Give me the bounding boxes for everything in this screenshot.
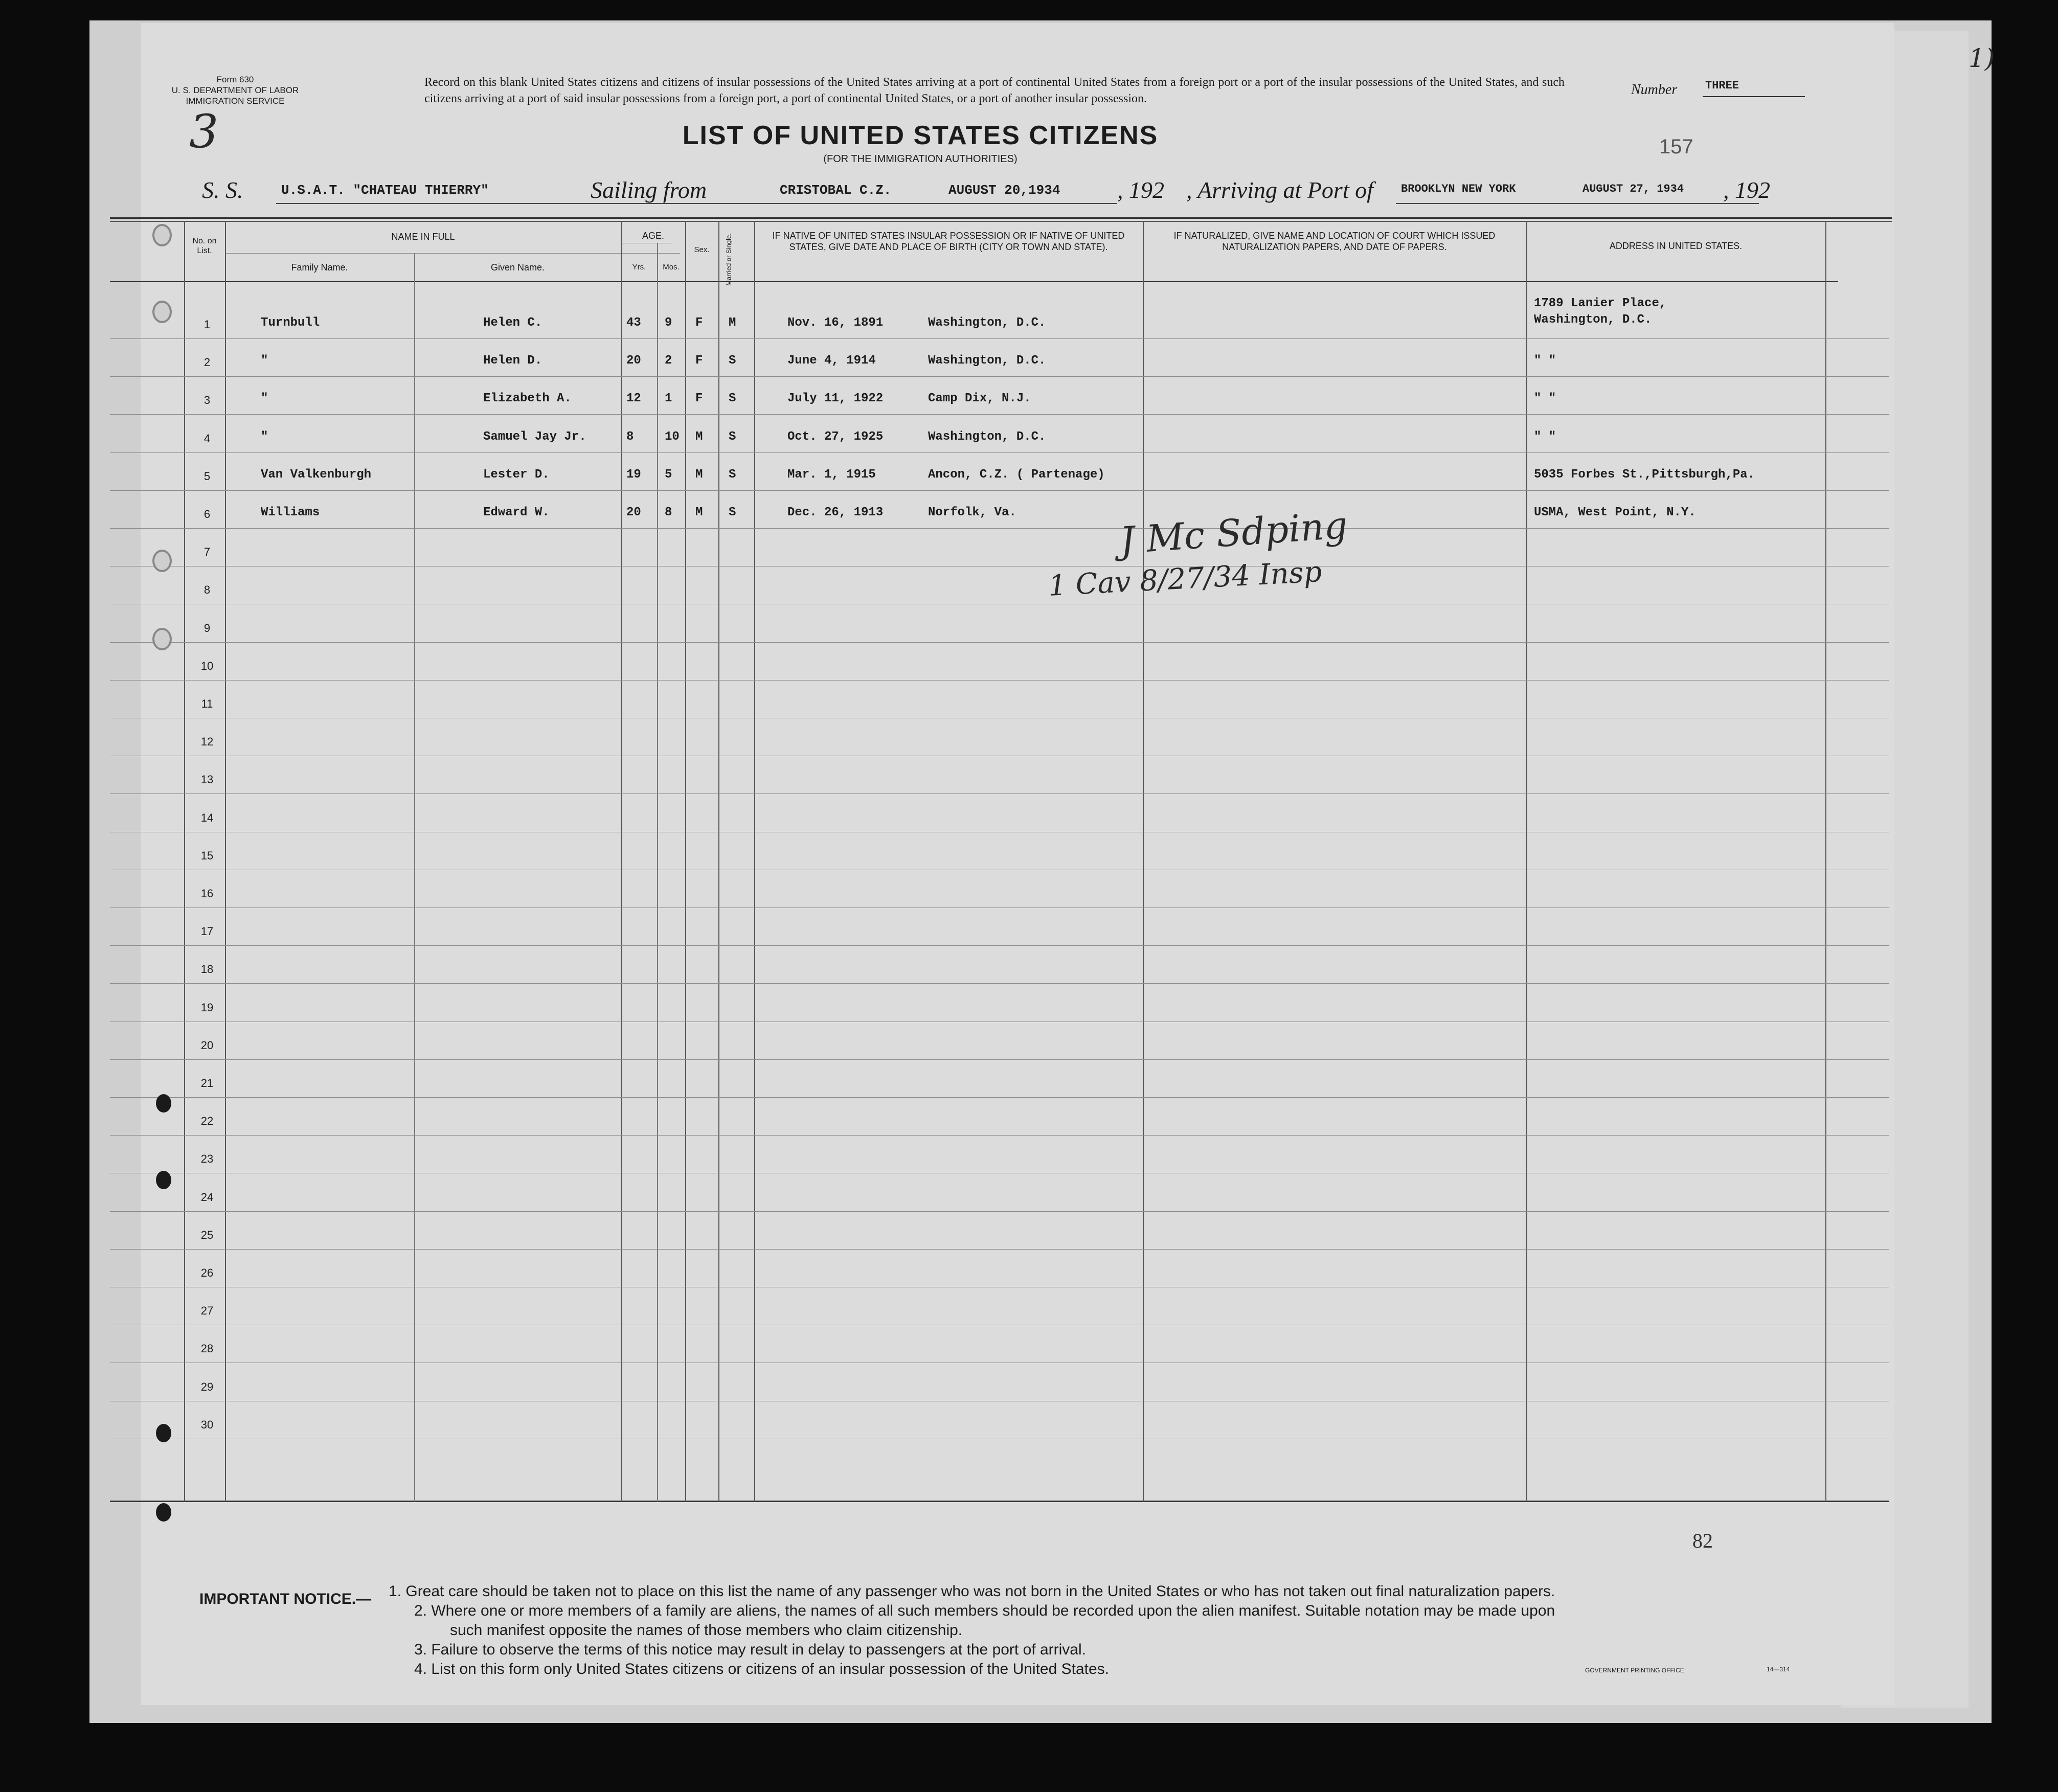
stamp-number: 157 (1659, 135, 1693, 158)
cell-sex: F (695, 316, 703, 330)
form-code: 14—314 (1767, 1666, 1790, 1673)
row-number: 12 (200, 735, 214, 748)
year-print-2: , 192 (1723, 177, 1770, 203)
row-rule (110, 642, 1889, 643)
number-label: Number (1631, 82, 1678, 98)
row-number: 8 (203, 583, 211, 597)
binder-hole (152, 224, 172, 246)
cell-mos: 2 (665, 354, 672, 368)
cell-given: Helen C. (483, 316, 542, 330)
cell-mos: 5 (665, 467, 672, 482)
row-rule (110, 945, 1889, 946)
arrival-port: BROOKLYN NEW YORK (1401, 183, 1516, 195)
cell-address: 5035 Forbes St.,Pittsburgh,Pa. (1534, 467, 1755, 482)
form-number: Form 630 (216, 75, 254, 84)
year-print-1: , 192 (1117, 177, 1164, 203)
binder-hole (152, 550, 172, 572)
row-number: 30 (200, 1418, 214, 1431)
cell-sex: F (695, 354, 703, 368)
printer-mark: GOVERNMENT PRINTING OFFICE (1585, 1667, 1684, 1674)
cell-family: " (261, 392, 268, 406)
row-rule (110, 452, 1889, 453)
number-underline (1703, 96, 1805, 97)
cell-address: 1789 Lanier Place, (1534, 297, 1667, 310)
cell-ms: S (729, 506, 736, 519)
cell-family: Van Valkenburgh (261, 467, 372, 482)
binder-hole (156, 1094, 171, 1113)
inspector-signature-line1: J Mc Sdping (1118, 503, 1349, 562)
cell-yrs: 8 (626, 429, 634, 444)
row-number: 18 (200, 963, 214, 976)
row-rule (110, 1097, 1889, 1098)
cell-pob: Washington, D.C. (928, 429, 1046, 444)
cell-dob: Dec. 26, 1913 (787, 506, 884, 519)
row-number: 14 (200, 811, 214, 824)
cell-given: Helen D. (483, 354, 542, 368)
row-rule (110, 376, 1889, 377)
notice-item-4: 4. List on this form only United States citizens or citizens of an insular possession of the United States. (414, 1661, 1110, 1677)
page-number-mark: 82 (1692, 1529, 1713, 1552)
cell-address: " " (1534, 392, 1556, 406)
cell-pob: Washington, D.C. (928, 316, 1046, 330)
row-rule (110, 793, 1889, 794)
notice-item-2-cont: such manifest opposite the names of those members who claim citizenship. (450, 1622, 963, 1639)
cell-address: USMA, West Point, N.Y. (1534, 506, 1696, 519)
cell-dob: June 4, 1914 (787, 354, 876, 368)
form-info (159, 74, 312, 106)
row-rule (110, 1059, 1889, 1060)
ss-label: S. S. (202, 177, 243, 203)
sailing-label: Sailing from (591, 177, 707, 203)
header-address: ADDRESS IN UNITED STATES. (1609, 241, 1743, 251)
row-number: 24 (200, 1190, 214, 1204)
row-number: 1 (203, 318, 211, 331)
cell-given: Lester D. (483, 467, 550, 482)
voyage-row (202, 176, 1813, 207)
sailing-date: AUGUST 20,1934 (948, 183, 1060, 198)
cell-family: " (261, 354, 268, 368)
row-rule (110, 414, 1889, 415)
header-name-full: NAME IN FULL (391, 232, 455, 242)
page-edge (105, 23, 141, 1705)
row-number: 25 (200, 1228, 214, 1241)
row-number: 29 (200, 1380, 214, 1393)
row-number: 4 (203, 432, 211, 445)
service: IMMIGRATION SERVICE (186, 96, 285, 106)
cell-sex: M (695, 506, 703, 519)
cell-yrs: 20 (626, 506, 641, 519)
header-no: No. on List. (192, 237, 217, 255)
cell-mos: 8 (665, 506, 672, 519)
row-number: 10 (200, 659, 214, 672)
header-yrs: Yrs. (632, 263, 646, 271)
header-family: Family Name. (291, 262, 348, 273)
cell-pob: Ancon, C.Z. ( Partenage) (928, 467, 1105, 482)
notice-item-2: 2. Where one or more members of a family are aliens, the names of all such members should be recorded upon the alien manifest. Suitable notation may be made upon (414, 1602, 1555, 1619)
row-rule (110, 1211, 1889, 1212)
arriving-label: , Arriving at Port of (1186, 177, 1373, 203)
binder-hole (156, 1424, 171, 1442)
cell-yrs: 12 (626, 392, 641, 406)
cell-address-line2: Washington, D.C. (1534, 313, 1652, 327)
row-number: 19 (200, 1001, 214, 1014)
cell-dob: Mar. 1, 1915 (787, 467, 876, 482)
row-rule (110, 338, 1889, 339)
header-sex: Sex. (694, 245, 710, 254)
from-port: CRISTOBAL C.Z. (780, 183, 892, 198)
row-number: 28 (200, 1342, 214, 1355)
cell-sex: F (695, 392, 703, 406)
cell-given: Samuel Jay Jr. (483, 429, 586, 444)
cell-yrs: 20 (626, 354, 641, 368)
cell-ms: S (729, 467, 736, 482)
handwritten-list-number: 3 (189, 105, 219, 158)
row-rule (110, 1135, 1889, 1136)
cell-pob: Camp Dix, N.J. (928, 392, 1031, 406)
row-number: 3 (203, 394, 211, 407)
inspector-signature-line2: 1 Cav 8/27/34 Insp (1047, 555, 1323, 603)
cell-ms: M (729, 316, 736, 330)
binder-hole (156, 1503, 171, 1522)
page-title: LIST OF UNITED STATES CITIZENS (682, 121, 1159, 150)
cell-address: " " (1534, 429, 1556, 444)
ship-name: U.S.A.T. "CHATEAU THIERRY" (281, 183, 489, 198)
cell-family: Turnbull (261, 316, 320, 330)
header-mos: Mos. (663, 263, 680, 271)
cell-yrs: 43 (626, 316, 641, 330)
instructions-text: Record on this blank United States citizens and citizens of insular possessions of the United States arriving at a port of continental United States from a foreign port or a port of the insular possessions of the United States, and such citizens arriving at a port of said insular possessions from a foreign port, a port of continental United States, or a port of another insular possession. (424, 76, 1565, 105)
cell-given: Edward W. (483, 506, 550, 519)
row-number: 7 (203, 546, 211, 559)
row-number: 20 (200, 1038, 214, 1052)
binder-hole (152, 628, 172, 650)
row-rule (110, 1249, 1889, 1250)
cell-mos: 9 (665, 316, 672, 330)
row-number: 17 (200, 925, 214, 938)
row-rule (110, 983, 1889, 984)
row-number: 5 (203, 469, 211, 483)
cell-address: " " (1534, 354, 1556, 368)
cell-yrs: 19 (626, 467, 641, 482)
cell-dob: Nov. 16, 1891 (787, 316, 884, 330)
page-subtitle: (FOR THE IMMIGRATION AUTHORITIES) (823, 153, 1017, 165)
document-page (105, 23, 1894, 1705)
row-number: 6 (203, 508, 211, 520)
row-rule (110, 490, 1889, 491)
cell-dob: Oct. 27, 1925 (787, 429, 884, 444)
header-married: Married or Single. (725, 233, 733, 286)
cell-given: Elizabeth A. (483, 392, 572, 406)
cell-family: Williams (261, 506, 320, 519)
department: U. S. DEPARTMENT OF LABOR (171, 85, 299, 95)
row-rule (110, 528, 1889, 529)
header-given: Given Name. (490, 262, 545, 273)
cell-ms: S (729, 392, 736, 406)
binder-hole (152, 301, 172, 323)
number-value: THREE (1705, 79, 1739, 92)
cell-mos: 10 (665, 429, 680, 444)
row-number: 21 (200, 1077, 214, 1090)
binder-hole (156, 1171, 171, 1189)
cell-sex: M (695, 467, 703, 482)
header-birth: IF NATIVE OF UNITED STATES INSULAR POSSESSION OR IF NATIVE OF UNITED STATES, GIVE DATE AND PLACE OF BIRTH (CITY OR TOWN AND STATE). (772, 231, 1125, 252)
notice-heading: IMPORTANT NOTICE.— (199, 1591, 372, 1607)
row-number: 16 (200, 887, 214, 900)
cell-mos: 1 (665, 392, 672, 406)
row-number: 27 (200, 1304, 214, 1318)
arrival-date: AUGUST 27, 1934 (1582, 183, 1684, 195)
notice-item-3: 3. Failure to observe the terms of this notice may result in delay to passengers at the port of arrival. (414, 1641, 1086, 1658)
cell-sex: M (695, 429, 703, 444)
cell-pob: Norfolk, Va. (928, 506, 1016, 519)
row-number: 22 (200, 1115, 214, 1128)
cell-dob: July 11, 1922 (787, 392, 884, 406)
notice-item-1: 1. Great care should be taken not to place on this list the name of any passenger who was not born in the United States or who has not taken out final naturalization papers. (389, 1583, 1555, 1600)
cell-pob: Washington, D.C. (928, 354, 1046, 368)
corner-mark: 1) (1969, 43, 1995, 73)
row-number: 11 (201, 697, 213, 710)
row-number: 2 (203, 356, 211, 369)
row-number: 26 (200, 1266, 214, 1279)
cell-family: " (261, 429, 268, 444)
row-number: 23 (200, 1152, 214, 1166)
cell-ms: S (729, 354, 736, 368)
cell-ms: S (729, 429, 736, 444)
row-number: 15 (200, 849, 214, 862)
row-number: 13 (200, 773, 214, 786)
row-number: 9 (203, 621, 211, 634)
header-naturalized: IF NATURALIZED, GIVE NAME AND LOCATION OF COURT WHICH ISSUED NATURALIZATION PAPERS, AND DATE OF PAPERS. (1173, 231, 1496, 252)
header-age: AGE. (642, 231, 664, 241)
